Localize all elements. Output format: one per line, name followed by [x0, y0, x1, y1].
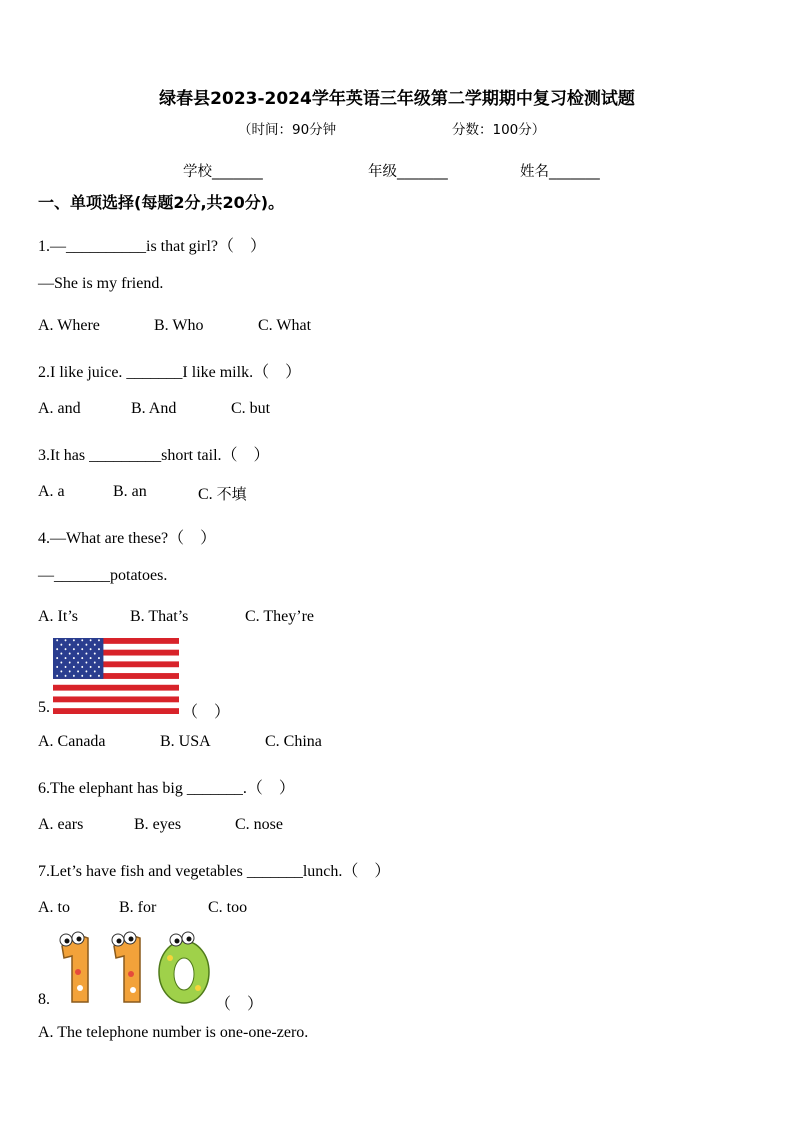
- question-4-text: 4.—What are these?（ ）: [38, 530, 217, 547]
- question-4-option-c: C. They’re: [245, 608, 315, 625]
- question-5-bracket: （ ）: [182, 704, 231, 721]
- section-heading: 一、单项选择(每题2分,共20分)。: [38, 193, 285, 212]
- question-2-text: 2.I like juice. _______I like milk.（ ）: [38, 364, 302, 381]
- time-info: （时间：90分钟: [238, 122, 337, 138]
- question-7-option-a: A. to: [38, 899, 70, 916]
- question-5-option-c: C. China: [265, 733, 322, 750]
- question-1-text: 1.—__________is that girl?（ ）: [38, 238, 266, 255]
- question-5-number: 5.: [38, 699, 50, 716]
- school-field: 学校_______: [183, 164, 263, 180]
- question-5-option-b: B. USA: [160, 733, 211, 750]
- question-8-number: 8.: [38, 991, 50, 1008]
- question-7-option-b: B. for: [119, 899, 157, 916]
- question-4-answer-line: —_______potatoes.: [38, 567, 168, 584]
- question-2-option-b: B. And: [131, 400, 177, 417]
- question-3-option-c: [198, 483, 247, 504]
- question-3-text: 3.It has _________short tail.（ ）: [38, 447, 270, 464]
- number-110-cartoon-image: [48, 928, 214, 1008]
- question-5-option-a: A. Canada: [38, 733, 106, 750]
- question-4-option-a: A. It’s: [38, 608, 78, 625]
- question-6-option-a: A. ears: [38, 816, 84, 833]
- question-3-option-c-letter: C.: [198, 486, 213, 503]
- name-field: 姓名_______: [520, 164, 600, 180]
- question-4-option-b: B. That’s: [130, 608, 189, 625]
- question-6-option-b: B. eyes: [134, 816, 182, 833]
- question-8-option-a: A. The telephone number is one-one-zero.: [38, 1024, 309, 1041]
- score-info: 分数：100分）: [452, 122, 546, 138]
- question-3-option-b: B. an: [113, 483, 147, 500]
- exam-title: 绿春县2023-2024学年英语三年级第二学期期中复习检测试题: [159, 89, 635, 109]
- question-1-answer-line: —She is my friend.: [38, 275, 164, 292]
- question-2-option-a: A. and: [38, 400, 81, 417]
- question-2-option-c: C. but: [231, 400, 271, 417]
- question-6-text: 6.The elephant has big _______.（ ）: [38, 780, 295, 797]
- question-7-text: 7.Let’s have fish and vegetables _______lunch.（ ）: [38, 863, 391, 880]
- question-3-option-a: A. a: [38, 483, 65, 500]
- usa-flag-image: [53, 638, 179, 714]
- grade-field: 年级_______: [368, 164, 448, 180]
- question-8-bracket: （ ）: [215, 996, 264, 1013]
- question-7-option-c: C. too: [208, 899, 248, 916]
- question-6-option-c: C. nose: [235, 816, 283, 833]
- question-1-option-c: C. What: [258, 317, 312, 334]
- question-3-option-c-text: 不填: [216, 485, 247, 503]
- question-1-option-b: B. Who: [154, 317, 204, 334]
- question-1-option-a: A. Where: [38, 317, 100, 334]
